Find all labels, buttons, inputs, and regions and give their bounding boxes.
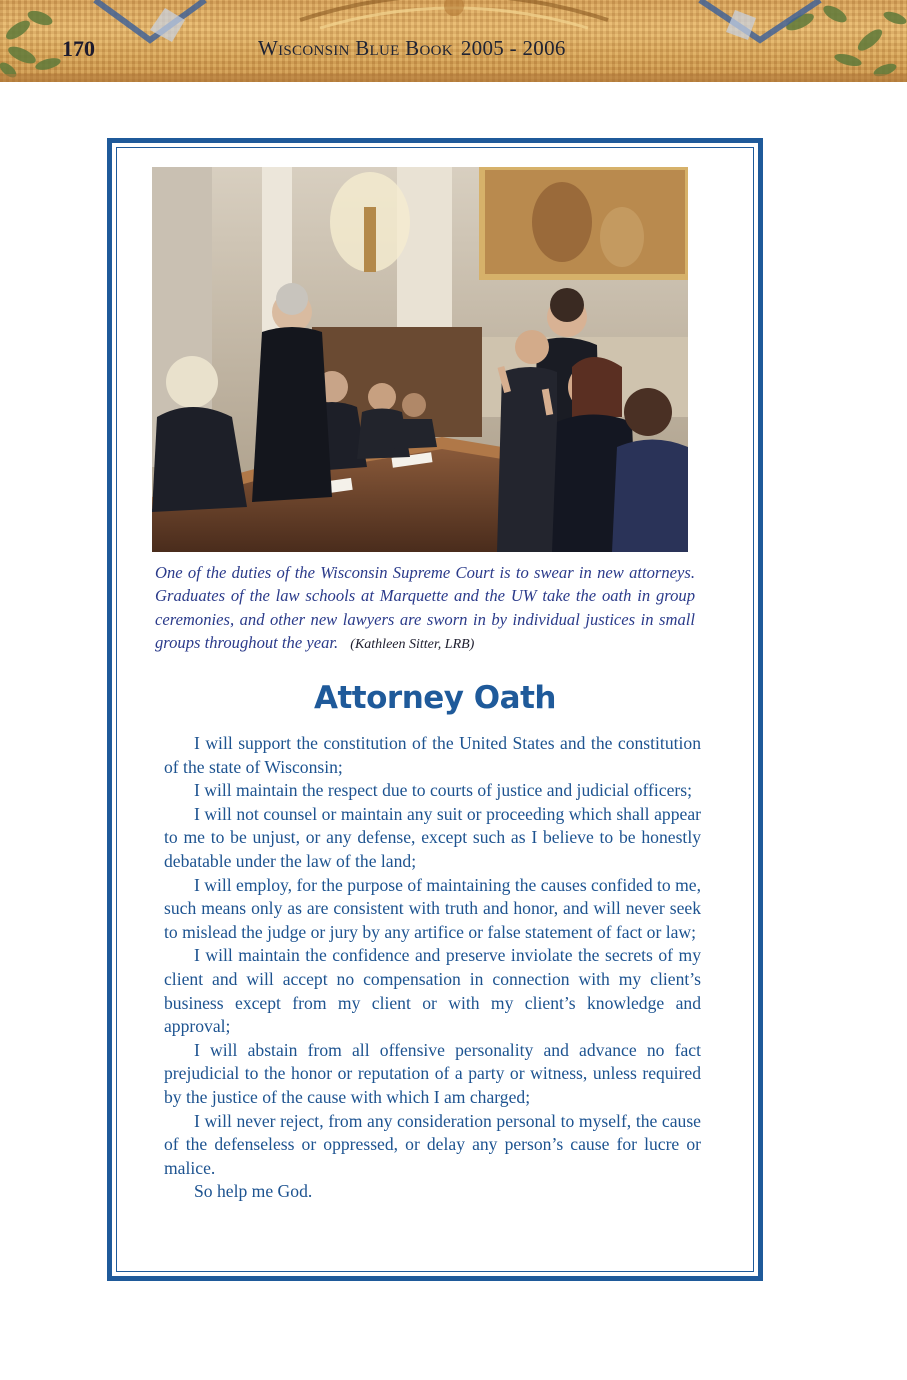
- courtroom-photo: [152, 167, 688, 552]
- header-banner: [0, 0, 907, 82]
- running-head: [258, 36, 566, 61]
- oath-paragraph: I will maintain the confidence and preserve inviolate the secrets of my client and will accept no compensation in connection with my client’s business except from my client or with my client’s knowledge and approval;: [164, 945, 701, 1037]
- oath-title: Attorney Oath: [314, 680, 556, 716]
- oath-paragraph: I will never reject, from any consideration personal to myself, the cause of the defenseless or oppressed, or delay any person’s cause for lucre or malice.: [164, 1110, 701, 1178]
- page-number: 170: [62, 36, 95, 61]
- edition-years: 2005 - 2006: [460, 36, 566, 60]
- oath-paragraph: I will employ, for the purpose of maintaining the causes confided to me, such means only as are consistent with truth and honor, and will never seek to mislead the judge or jury by any artifice or false statement of fact or law;: [164, 874, 701, 942]
- photo-credit: (Kathleen Sitter, LRB): [350, 636, 475, 652]
- oath-paragraph: I will maintain the respect due to courts of justice and judicial officers;: [194, 780, 693, 801]
- book-title: Wisconsin Blue Book: [258, 36, 453, 60]
- caption-text: One of the duties of the Wisconsin Supreme Court is to swear in new attorneys. Graduates of the law schools at Marquette and the UW take the oath in group ceremonies, and other new lawyers are sworn in by individual justices in small groups throughout the year.: [155, 563, 695, 652]
- oath-paragraph: I will not counsel or maintain any suit or proceeding which shall appear to me to be unjust, or any defense, except such as I believe to be honestly debatable under the law of the land;: [164, 803, 701, 871]
- oath-paragraph: I will abstain from all offensive personality and advance no fact prejudicial to the honor or reputation of a party or witness, unless required by the justice of the cause with which I am charged;: [164, 1039, 701, 1107]
- oath-closing: So help me God.: [194, 1181, 313, 1202]
- photo-caption: [155, 561, 695, 656]
- oath-paragraph: I will support the constitution of the United States and the constitution of the state of Wisconsin;: [164, 733, 701, 777]
- oath-text: [164, 732, 701, 1204]
